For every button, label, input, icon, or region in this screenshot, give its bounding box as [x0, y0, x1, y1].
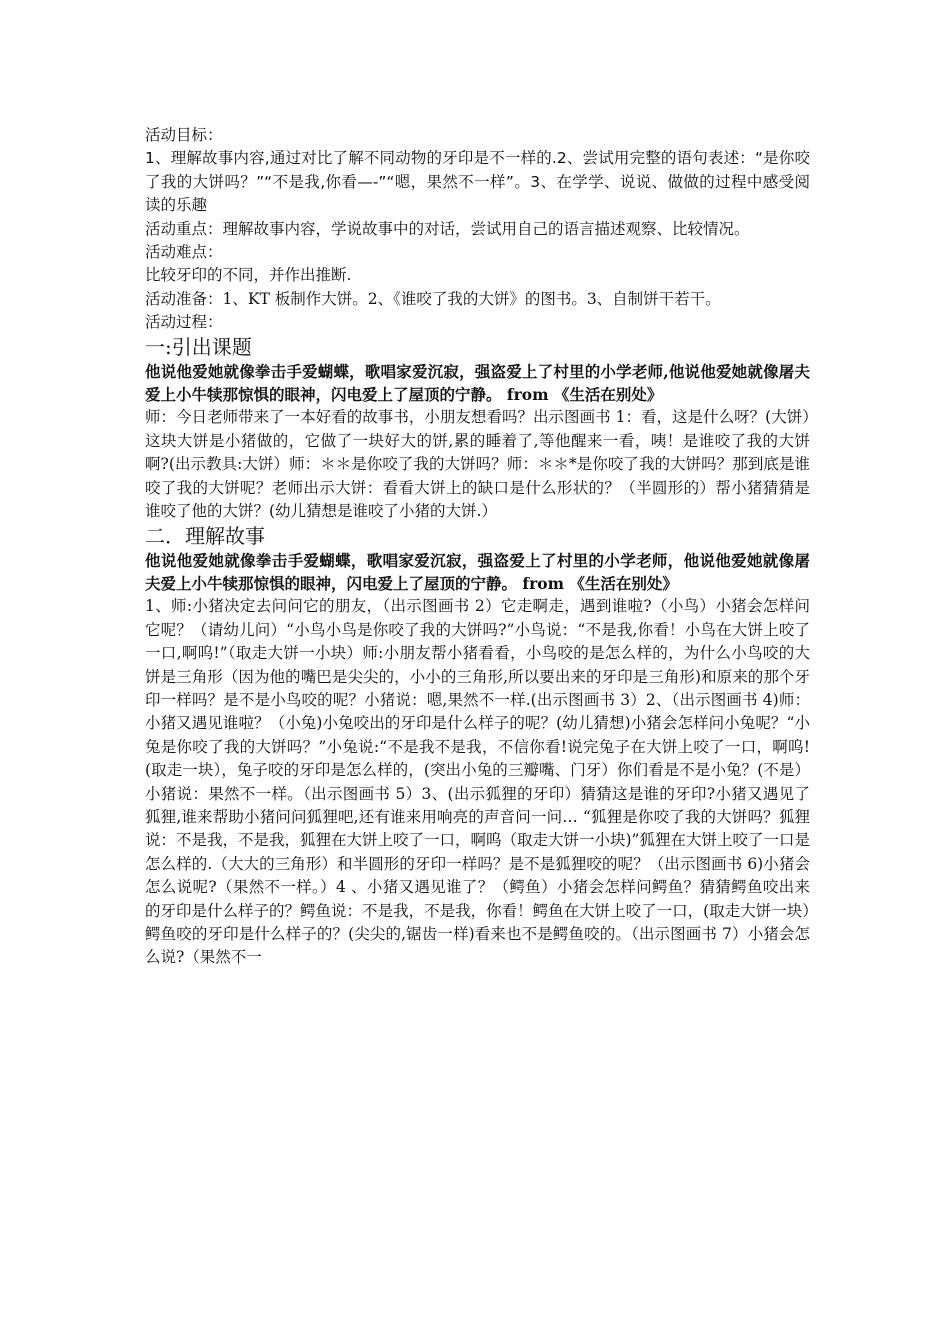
goal-text: 1、理解故事内容,通过对比了解不同动物的牙印是不一样的.2、尝试用完整的语句表述：“是你咬了我的大饼吗？”“不是我,你看—-”“嗯，果然不一样”。3、在学学、说说、做做的过程中感受阅读的乐趣: [145, 149, 810, 215]
document-page: [145, 124, 810, 970]
preparation: 活动准备：1、KT 板制作大饼。2、《谁咬了我的大饼》的图书。3、自制饼干若干。: [145, 289, 721, 308]
process-heading: 活动过程：: [145, 313, 223, 332]
goal-heading: 活动目标：: [145, 126, 223, 144]
section2-quote: 他说他爱她就像拳击手爱蝴蝶，歌唱家爱沉寂，强盗爱上了村里的小学老师，他说他爱她就像屠夫爱上小牛犊那惊惧的眼神，闪电爱上了屋顶的宁静。 from 《生活在别处》: [145, 550, 810, 593]
section2-body: 1、师:小猪决定去问问它的朋友，（出示图画书 2）它走啊走，遇到谁啦?（小鸟）小猪会怎样问它呢？（请幼儿问）“小鸟小鸟是你咬了我的大饼吗?”小鸟说：“不是我,你看！小鸟在大饼上咬了一口,啊呜!”（取走大饼一小块）师:小朋友帮小猪看看，小鸟咬的是怎么样的，为什么小鸟咬的大饼是三角形（因为他的嘴巴是尖尖的，小小的三角形,所以要出来的牙印是三角形)和原来的那个牙印一样吗？是不是小鸟咬的呢？小猪说：嗯,果然不一样.(出示图画书 3）2、（出示图画书 4)师：小猪又遇见谁啦？（小兔)小兔咬出的牙印是什么样子的呢？(幼儿猜想)小猪会怎样问小兔呢？“小兔是你咬了我的大饼吗？”小兔说:“不是我不是我，不信你看!说完兔子在大饼上咬了一口，啊呜!(取走一块），兔子咬的牙印是怎么样的，(突出小兔的三瓣嘴、门牙）你们看是不是小兔？(不是）小猪说：果然不一样。（出示图画书 5）3、(出示狐狸的牙印）猜猜这是谁的牙印?小猪又遇见了狐狸,谁来帮助小猪问问狐狸吧,还有谁来用响亮的声音问一问… “狐狸是你咬了我的大饼吗？狐狸说：不是我，不是我，狐狸在大饼上咬了一口，啊呜（取走大饼一小块)”狐狸在大饼上咬了一口是怎么样的.（大大的三角形）和半圆形的牙印一样吗？是不是狐狸咬的呢？（出示图画书 6)小猪会怎么说呢?（果然不一样。）4 、小猪又遇见谁了？（鳄鱼）小猪会怎样问鳄鱼？猜猜鳄鱼咬出来的牙印是什么样子的？鳄鱼说：不是我，不是我，你看！鳄鱼在大饼上咬了一口，(取走大饼一块）鳄鱼咬的牙印是什么样子的？(尖尖的,锯齿一样)看来也不是鳄鱼咬的。（出示图画书 7）小猪会怎么说?（果然不一: [145, 597, 810, 967]
difficulty-text: 比较牙印的不同，并作出推断.: [145, 266, 352, 285]
key-point: 活动重点：理解故事内容，学说故事中的对话，尝试用自己的语言描述观察、比较情况。: [145, 219, 750, 238]
difficulty-heading: 活动难点：: [145, 243, 223, 262]
section1-title: 一:引出课题: [145, 334, 252, 359]
section2-title: 二．理解故事: [145, 523, 265, 548]
section1-quote: 他说他爱她就像拳击手爱蝴蝶，歌唱家爱沉寂，强盗爱上了村里的小学老师,他说他爱她就像屠夫爱上小牛犊那惊惧的眼神，闪电爱上了屋顶的宁静。 from 《生活在别处》: [145, 361, 810, 405]
section1-body: 师：今日老师带来了一本好看的故事书，小朋友想看吗？出示图画书 1：看，这是什么呀？(大饼）这块大饼是小猪做的，它做了一块好大的饼,累的睡着了,等他醒来一看，咦！是谁咬了我的大饼啊?(出示教具:大饼）师：＊＊是你咬了我的大饼吗？师：＊＊*是你咬了我的大饼吗？那到底是谁咬了我的大饼呢？老师出示大饼：看看大饼上的缺口是什么形状的？（半圆形的）帮小猪猜猜是谁咬了他的大饼？(幼儿猜想是谁咬了小猪的大饼.）: [145, 408, 810, 521]
